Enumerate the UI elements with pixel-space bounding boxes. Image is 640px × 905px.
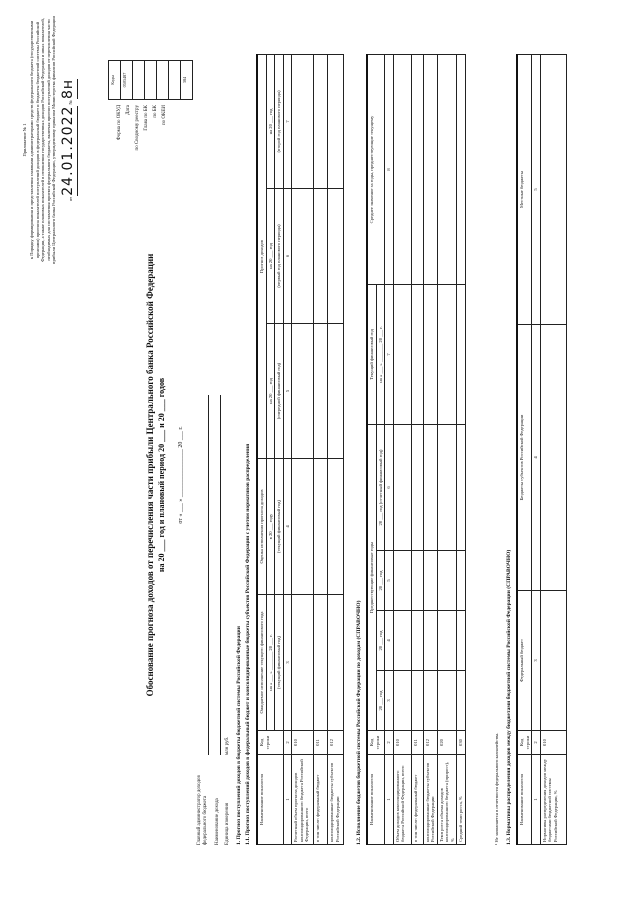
table-row	[540, 55, 566, 845]
t2-colnum: 8	[385, 55, 394, 285]
t3-colnum: 5	[532, 55, 541, 325]
t2-row-code: 030	[457, 731, 466, 755]
t1-h-expected-date: на « ___ » ________ 20 ___ г.	[266, 595, 275, 731]
bk-label: по БК	[153, 105, 158, 118]
t1-h-year3-note: (второй год планового периода)	[275, 54, 284, 188]
t1-row-code: 010	[292, 731, 314, 755]
appendix-date-row	[60, 15, 78, 265]
title-date-line: от « ___ » ________________ 20 ___ г.	[178, 426, 184, 524]
appendix-block	[22, 15, 78, 265]
t2-h-prev-y2: 20 ___ год	[376, 611, 385, 671]
t1-colnum: 2	[283, 731, 292, 755]
unit-label: Единица измерения	[225, 802, 230, 845]
table-1-3	[516, 54, 567, 845]
t1-h-expected-note: (текущий финансовый год)	[275, 595, 284, 731]
appendix-date-prefix: от	[68, 196, 74, 202]
codes-header: Коды	[109, 61, 121, 100]
codes-labels	[108, 105, 171, 175]
table-row	[423, 55, 437, 845]
t2-row-name: Средний темп роста, %	[457, 755, 466, 845]
t1-row-name: Расчетный объем прогноза доходов консолидированного бюджета Российской Федерации, всего	[292, 755, 314, 845]
t2-colnum: 3	[385, 671, 394, 731]
t2-row-code: 012	[423, 731, 437, 755]
t2-colnum: 6	[385, 425, 394, 551]
t1-h-forecast: Прогноз доходов	[257, 54, 266, 458]
t1-row-name: консолидированные бюджеты субъектов Российской Федерации	[328, 755, 344, 845]
registry-label: по Сводному реестру	[135, 105, 140, 151]
revenue-value-line	[220, 395, 221, 755]
t2-h-name: Наименование показателя	[367, 755, 385, 845]
table-row	[393, 55, 411, 845]
t2-h-average: Среднее значение за годы, предшествующие текущему	[367, 55, 385, 285]
t1-h-name: Наименование показателя	[257, 755, 283, 845]
t1-row-code: 012	[328, 731, 344, 755]
t2-colnum: 4	[385, 611, 394, 671]
t1-h-code: Код строки	[257, 731, 283, 755]
bk-code	[169, 61, 181, 100]
table-1-1	[256, 54, 344, 845]
t3-colnum: 2	[532, 731, 541, 755]
t2-row-code: 010	[393, 731, 411, 755]
page-subtitle: на 20 ___ год и плановый период 20 ___ и 20 ___ годов	[157, 377, 166, 573]
t2-colnum: 7	[385, 285, 394, 425]
t2-h-code: Код строки	[367, 731, 385, 755]
t1-colnum: 6	[283, 189, 292, 324]
t1-colnum: 5	[283, 324, 292, 459]
appendix-text: к Порядку формирования и представления главными администраторами средств федерального бюджета (государственными органами) прогноза показателей поступлений доходов в федеральный бюджет и бюджеты бюджетной системы Российской Федерации, а также плановых показателей в отношении государственных доходов Российской Федерации и иных показателей, необходимых для составления проекта федерального бюджета, включая прогноз поступлений доходов от перечисления части прибыли Центрального банка Российской Федерации, утвержденному приказом Министерства финансов Российской Федерации	[29, 16, 56, 264]
t1-h-year1-note: (очередной финансовый год)	[275, 324, 284, 459]
t1-h-estimate-note: (текущий финансовый год)	[275, 459, 284, 595]
t3-colnum: 1	[532, 755, 541, 845]
t2-h-current: Текущий финансовый год	[367, 285, 376, 425]
appendix-title: Приложение № 1	[22, 123, 27, 157]
t2-colnum: 5	[385, 551, 394, 611]
t3-row-code: 010	[540, 731, 566, 755]
appendix-number-prefix: №	[68, 100, 74, 105]
t3-h-code: Код строки	[517, 731, 532, 755]
page-title: Обоснование прогноза доходов от перечисления части прибыли Центрального банка Российской Федерации	[145, 253, 155, 697]
t2-h-prev: Предшествующие финансовые годы	[367, 425, 376, 731]
footnote: ¹ Не заполняется в отчетности федерального казначейства.	[494, 732, 499, 845]
section2-title: 1.2. Исполнение бюджетов бюджетной системы Российской Федерации по доходам (СПРАВОЧНО)	[356, 600, 362, 845]
t3-colnum: 3	[532, 591, 541, 731]
t2-row-code: 011	[411, 731, 423, 755]
table-row	[314, 54, 328, 844]
t1-h-expected: Ожидаемое исполнение текущего финансового года	[257, 595, 266, 731]
t3-h-federal: Федеральный бюджет	[517, 591, 532, 731]
date-code	[133, 61, 145, 100]
t1-colnum: 7	[283, 54, 292, 188]
header-fields	[195, 395, 231, 845]
admin-value-line	[208, 395, 209, 755]
table-row	[411, 55, 423, 845]
form-code: 0505487	[121, 61, 133, 100]
form-label: Форма по ОКУД	[117, 105, 122, 141]
table-row	[328, 54, 344, 844]
t3-colnum: 4	[532, 325, 541, 591]
chapter-label: Глава по БК	[144, 105, 149, 131]
codes-table	[108, 60, 193, 100]
t3-row-name: Нормативы распределения доходов между бюджетами бюджетной системы Российской Федерации, %	[540, 755, 566, 845]
unit-row	[221, 395, 231, 845]
t1-h-year2-note: (первый год планового периода)	[275, 189, 284, 324]
okei-code: 384	[181, 61, 193, 100]
section3-title: 1.3. Нормативы распределения доходов между бюджетами бюджетной системы Российской Федерации (СПРАВОЧНО)	[506, 549, 512, 845]
t1-h-estimate-year: в 20 ___ году	[266, 459, 275, 595]
t2-colnum: 1	[385, 755, 394, 845]
t1-row-name: в том числе: федеральный бюджет	[314, 755, 328, 845]
registry-code	[145, 61, 157, 100]
okei-label: по ОКЕИ	[162, 105, 167, 126]
admin-label: Главный администратор доходов федерального бюджета	[197, 775, 208, 845]
appendix-number: 8н	[60, 78, 77, 100]
date-label: Дата	[126, 105, 131, 115]
admin-row	[195, 395, 209, 845]
table-row	[437, 55, 457, 845]
t1-h-year2: на 20 ___ год	[266, 189, 275, 324]
revenue-label: Наименование дохода	[215, 798, 220, 845]
t2-h-prev-y1: 20 ___ год	[376, 671, 385, 731]
t2-h-prev-y3: 20 ___ год	[376, 551, 385, 611]
t3-h-regional: Бюджеты субъектов Российской Федерации	[517, 325, 532, 591]
t2-colnum: 2	[385, 731, 394, 755]
t1-row-code: 011	[314, 731, 328, 755]
t2-row-code: 020	[437, 731, 457, 755]
table-row	[457, 55, 466, 845]
table-row	[292, 54, 314, 844]
t3-h-name: Наименование показателя	[517, 755, 532, 845]
t1-h-year3: на 20 ___ год	[266, 54, 275, 188]
t1-colnum: 4	[283, 459, 292, 595]
revenue-row	[209, 395, 221, 845]
t2-row-name: Темп роста объема доходов консолидированного бюджета (прирост), %	[437, 755, 457, 845]
table-1-2	[366, 54, 466, 845]
t1-colnum: 1	[283, 755, 292, 845]
section1-title: 1. Прогноз поступлений доходов в бюджеты бюджетной системы Российской Федерации	[236, 626, 242, 845]
appendix-date: 24.01.2022	[60, 105, 77, 196]
t2-row-name: консолидированные бюджеты субъектов Российской Федерации	[423, 755, 437, 845]
t1-h-year1: на 20 ___ год	[266, 324, 275, 459]
t2-h-reporting: 20 ___ год (отчетный финансовый год)	[376, 425, 385, 551]
unit-value: млн руб.	[225, 736, 230, 755]
t1-h-estimate: Оценка исполнения прогноза доходов	[257, 459, 266, 595]
t1-colnum: 3	[283, 595, 292, 731]
t2-row-name: Объем доходов консолидированного бюджета Российской Федерации, всего	[393, 755, 411, 845]
t3-h-local: Местные бюджеты	[517, 55, 532, 325]
section1-sub: 1.1. Прогноз поступлений доходов в федеральный бюджет и консолидированные бюджеты субъектов Российской Федерации с учетом нормативов распределения	[245, 443, 251, 845]
t2-h-current-date: на « ___ » ________ 20 ___ г.	[376, 285, 385, 425]
t2-row-name: в том числе: федеральный бюджет	[411, 755, 423, 845]
chapter-code	[157, 61, 169, 100]
